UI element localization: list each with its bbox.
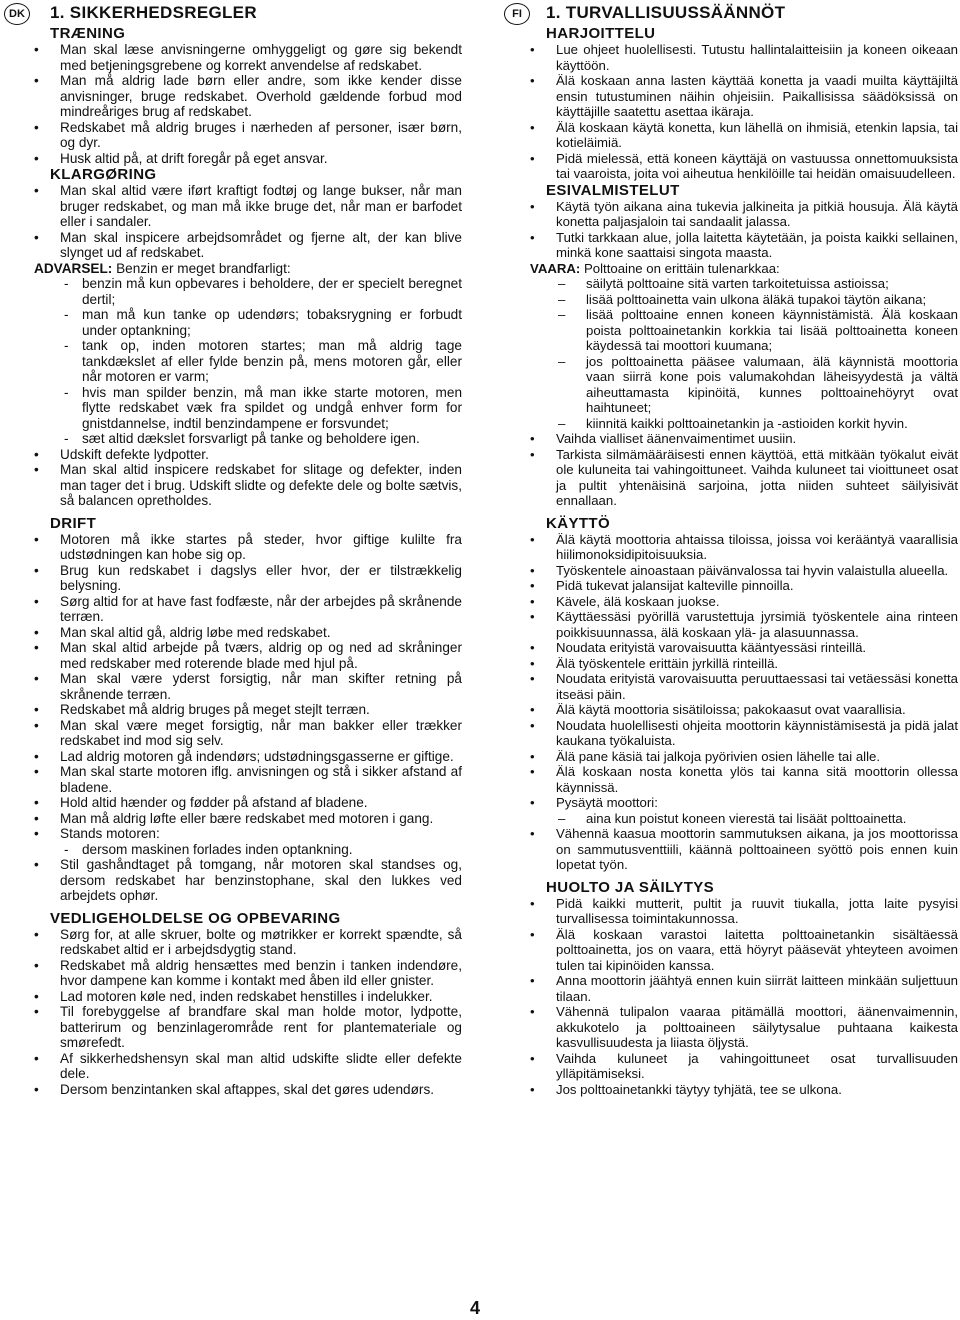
list-item: • Jos polttoainetankki täytyy tyhjätä, tee se ulkona.	[530, 1082, 958, 1098]
warning-list	[530, 276, 958, 431]
heading-operation: KÄYTTÖ	[546, 514, 611, 532]
list-item: • Motoren må ikke startes på steder, hvor giftige kulilte fra udstødningen kan hobe sig op.	[34, 532, 462, 563]
list-item: • Älä koskaan nosta konetta ylös tai kanna sitä moottorin ollessa käynnissä.	[530, 764, 958, 795]
heading-preparation: ESIVALMISTELUT	[546, 181, 680, 199]
list-item: • Älä työskentele erittäin jyrkillä rinteillä.	[530, 656, 958, 672]
list-item: • Älä koskaan käytä konetta, kun lähellä on ihmisiä, etenkin lapsia, tai kotieläimiä.	[530, 120, 958, 151]
list-item: • Brug kun redskabet i dagslys eller hvor, der er tilstrækkelig belysning.	[34, 563, 462, 594]
maintenance-list	[34, 927, 462, 1098]
sub-list-item: - benzin må kun opbevares i beholdere, der er specielt beregnet dertil;	[60, 276, 462, 307]
list-item: • Man skal altid være iført kraftigt fodtøj og lange bukser, når man bruger redskabet, og man må ikke bruge det, når man er barfodet eller i sandaler.	[34, 183, 462, 230]
list-item: • Anna moottorin jäähtyä ennen kuin siirrät laitteen minkään suljettuun tilaan.	[530, 973, 958, 1004]
stop-engine-list	[530, 795, 958, 811]
training-list	[34, 42, 462, 166]
stop-engine-list	[34, 826, 462, 842]
operation-list	[530, 532, 958, 796]
warning-label: VAARA:	[530, 260, 581, 276]
list-item: • Udskift defekte lydpotter.	[34, 447, 462, 463]
list-item: • Kävele, älä koskaan juokse.	[530, 594, 958, 610]
list-item: • Til forebyggelse af brandfare skal man holde motor, lydpotte, batterirum og benzinlagerområde rent for plantemateriale og smørefedt.	[34, 1004, 462, 1051]
operation-list-continued	[530, 826, 958, 873]
sub-list-item: - man må kun tanke op udendørs; tobaksrygning er forbudt under optankning;	[60, 307, 462, 338]
list-item: • Pidä kaikki mutterit, pultit ja ruuvit tiukalla, jotta laite pysyisi turvallisessa toimintakunnossa.	[530, 896, 958, 927]
list-item: • Älä pane käsiä tai jalkoja pyörivien osien lähelle tai alle.	[530, 749, 958, 765]
sub-list-item: – kiinnitä kaikki polttoainetankin ja -astioiden korkit hyvin.	[556, 416, 958, 432]
list-item: • Redskabet må aldrig bruges i nærheden af personer, især børn, og dyr.	[34, 120, 462, 151]
list-item: • Man skal altid arbejde på tværs, aldrig op og ned ad skråninger med redskaber med roterende blade med hjul på.	[34, 640, 462, 671]
warning-paragraph	[34, 261, 462, 277]
heading-operation: DRIFT	[50, 514, 97, 532]
list-item: • Sørg altid for at have fast fodfæste, når der arbejdes på skrånende terræn.	[34, 594, 462, 625]
list-item: • Dersom benzintanken skal aftappes, skal det gøres udendørs.	[34, 1082, 462, 1098]
list-item: • Lad aldrig motoren gå indendørs; udstødningsgasserne er giftige.	[34, 749, 462, 765]
sub-list-item: – lisää polttoaine ennen koneen käynnistämistä. Älä koskaan poista polttoainetankin korkkia tai lisää polttoainetta koneen käydessä tai moottori kuumana;	[556, 307, 958, 354]
list-item: • Käytä työn aikana aina tukevia jalkineita ja pitkiä housuja. Älä käytä konetta paljasjaloin tai sandaalit jalassa.	[530, 199, 958, 230]
list-item: • Älä käytä moottoria sisätiloissa; pakokaasut ovat vaarallisia.	[530, 702, 958, 718]
warning-label: ADVARSEL:	[34, 260, 113, 276]
list-item: • Man skal være meget forsigtig, når man bakker eller trækker redskabet ind mod sig selv.	[34, 718, 462, 749]
sub-list-item: – säilytä polttoaine sitä varten tarkoitetuissa astioissa;	[556, 276, 958, 292]
list-item: • Pidä tukevat jalansijat kalteville pinnoilla.	[530, 578, 958, 594]
warning-text: Polttoaine on erittäin tulenarkkaa:	[580, 260, 780, 276]
preparation-list	[34, 183, 462, 261]
operation-list-continued	[34, 857, 462, 904]
sub-list-item: - hvis man spilder benzin, må man ikke starte motoren, men flytte redskabet væk fra spildet og undgå enhver form for gnistdannelse, indtil benzindampene er forsvundet;	[60, 385, 462, 432]
column-danish	[34, 3, 462, 1097]
list-item: • Hold altid hænder og fødder på afstand af bladene.	[34, 795, 462, 811]
list-item: • Työskentele ainoastaan päivänvalossa tai hyvin valaistulla alueella.	[530, 563, 958, 579]
list-item: • Lue ohjeet huolellisesti. Tutustu hallintalaitteisiin ja koneen oikeaan käyttöön.	[530, 42, 958, 73]
stop-engine-sublist	[34, 842, 462, 858]
page-number: 4	[470, 1298, 481, 1318]
section-title: 1. SIKKERHEDSREGLER	[50, 3, 257, 22]
list-item: • Man skal altid inspicere redskabet for slitage og defekter, inden man tager det i brug. Udskift slidte og defekte dele og bolte sætvis, så balancen opretholdes.	[34, 462, 462, 509]
list-item: • Husk altid på, at drift foregår på eget ansvar.	[34, 151, 462, 167]
sub-list-item: - sæt altid dækslet forsvarligt på tanke og beholdere igen.	[60, 431, 462, 447]
maintenance-list	[530, 896, 958, 1098]
list-item: • Man skal starte motoren iflg. anvisningen og stå i sikker afstand af bladene.	[34, 764, 462, 795]
list-item: • Af sikkerhedshensyn skal man altid udskifte slidte eller defekte dele.	[34, 1051, 462, 1082]
list-item: • Vaihda kuluneet ja vahingoittuneet osat turvallisuuden ylläpitämiseksi.	[530, 1051, 958, 1082]
list-item: • Käyttäessäsi pyörillä varustettuja jyrsimiä työskentele aina rinteen poikkisuunnassa, älä koskaan ylä- ja alasuunnassa.	[530, 609, 958, 640]
heading-training: TRÆNING	[50, 25, 126, 42]
list-item: • Vähennä kaasua moottorin sammutuksen aikana, ja jos moottorissa on sammutusventtiili, käännä polttoaineen syöttö pois ennen kuin lopetat työn.	[530, 826, 958, 873]
list-item: • Vaihda vialliset äänenvaimentimet uusiin.	[530, 431, 958, 447]
sub-list-item: – lisää polttoainetta vain ulkona äläkä tupakoi täytön aikana;	[556, 292, 958, 308]
list-item: • Man må aldrig lade børn eller andre, som ikke kender disse anvisninger, bruge redskabet. Overhold gældende forbud mod mindreåriges brug af redskabet.	[34, 73, 462, 120]
heading-maintenance: VEDLIGEHOLDELSE OG OPBEVARING	[50, 909, 341, 927]
heading-preparation: KLARGØRING	[50, 166, 157, 183]
language-badge-dk: DK	[4, 3, 30, 25]
operation-list	[34, 532, 462, 827]
stop-engine-label: Pysäytä moottori:	[556, 795, 658, 810]
training-list	[530, 42, 958, 182]
list-item: • Noudata huolellisesti ohjeita moottorin käynnistämisestä ja pidä jalat kaukana työkaluista.	[530, 718, 958, 749]
list-item: • Man skal læse anvisningerne omhyggeligt og gøre sig bekendt med betjeningsgrebene og korrekt anvendelse af redskabet.	[34, 42, 462, 73]
list-item: • Älä koskaan varastoi laitetta polttoainetankin sisältäessä polttoainetta, jos on vaara, että höyryt pääsevät yhteyteen avoimen tulen tai kipinöiden kanssa.	[530, 927, 958, 974]
stop-engine-sublist	[530, 811, 958, 827]
section-title: 1. TURVALLISUUSSÄÄNNÖT	[546, 3, 786, 22]
heading-maintenance: HUOLTO JA SÄILYTYS	[546, 878, 715, 896]
stop-engine-item	[34, 826, 462, 842]
list-item: • Redskabet må aldrig bruges på meget stejlt terræn.	[34, 702, 462, 718]
list-item: • Redskabet må aldrig hensættes med benzin i tanken indendøre, hvor dampene kan komme i kontakt med åben ild eller gnister.	[34, 958, 462, 989]
heading-training: HARJOITTELU	[546, 25, 656, 42]
list-item: • Man skal altid gå, aldrig løbe med redskabet.	[34, 625, 462, 641]
list-item: • Älä käytä moottoria ahtaissa tiloissa, joissa voi kerääntyä vaarallisia hiilimonoksidipitoisuuksia.	[530, 532, 958, 563]
list-item: • Man skal inspicere arbejdsområdet og fjerne alt, der kan blive slynget ud af redskabet.	[34, 230, 462, 261]
list-item: • Pidä mielessä, että koneen käyttäjä on vastuussa onnettomuuksista tai vaaroista, joita voi aiheutua henkilöille tai heidän omaisuudelleen.	[530, 151, 958, 182]
column-finnish	[530, 3, 958, 1097]
warning-text: Benzin er meget brandfarligt:	[112, 260, 291, 276]
list-item: • Stil gashåndtaget på tomgang, når motoren skal standses og, dersom redskabet har benzinstophane, skal den lukkes ved arbejdets ophør.	[34, 857, 462, 904]
list-item: • Älä koskaan anna lasten käyttää konetta ja vaadi muilta käyttäjiltä ensin tutustuminen näihin ohjeisiin. Paikallisissa säädöksissä on käyttäjille saatettu asettaa ikäraja.	[530, 73, 958, 120]
sub-list-item: – aina kun poistut koneen vierestä tai lisäät polttoainetta.	[556, 811, 958, 827]
list-item: • Sørg for, at alle skruer, bolte og møtrikker er korrekt spændte, så redskabet altid er i arbejdsdygtig stand.	[34, 927, 462, 958]
list-item: • Noudata erityistä varovaisuutta kääntyessäsi rinteillä.	[530, 640, 958, 656]
list-item: • Man må aldrig løfte eller bære redskabet med motoren i gang.	[34, 811, 462, 827]
list-item: • Tutki tarkkaan alue, jolla laitetta käytetään, ja poista kaikki sellainen, minkä kone saattaisi singota maasta.	[530, 230, 958, 261]
warning-paragraph	[530, 261, 958, 277]
sub-list-item: – jos polttoainetta pääsee valumaan, älä käynnistä moottoria vaan siirrä kone pois valumakohdan läheisyydestä ja vältä aiheuttamasta kipinöitä, kunnes polttoainehöyryt ovat haihtuneet;	[556, 354, 958, 416]
sub-list-item: - tank op, inden motoren startes; man må aldrig tage tankdækslet af eller fylde benzin på, mens motoren går, eller når motoren er varm;	[60, 338, 462, 385]
stop-engine-item	[530, 795, 958, 811]
list-item: • Man skal være yderst forsigtig, når man skifter retning på skrånende terræn.	[34, 671, 462, 702]
sub-list-item: - dersom maskinen forlades inden optankning.	[60, 842, 462, 858]
language-badge-fi: FI	[504, 3, 530, 25]
list-item: • Vähennä tulipalon vaaraa pitämällä moottori, äänenvaimennin, akkukotelo ja polttoaineen säilytysalue puhtaana kaikesta kasvullisuudesta ja liiasta öljystä.	[530, 1004, 958, 1051]
list-item: • Noudata erityistä varovaisuutta peruuttaessasi tai vetäessäsi konetta itseäsi päin.	[530, 671, 958, 702]
list-item: • Tarkista silmämääräisesti ennen käyttöä, että mitkään työkalut eivät ole kuluneita tai vahingoittuneet. Vaihda kuluneet tai vioittuneet osat ja pultit yhtenäisinä sarjoina, jotta niiden suhteet säilyisivät ennallaan.	[530, 447, 958, 509]
preparation-list-continued	[34, 447, 462, 509]
stop-engine-label: Stands motoren:	[60, 826, 160, 841]
warning-list	[34, 276, 462, 447]
preparation-list	[530, 199, 958, 261]
preparation-list-continued	[530, 431, 958, 509]
list-item: • Lad motoren køle ned, inden redskabet henstilles i indelukker.	[34, 989, 462, 1005]
